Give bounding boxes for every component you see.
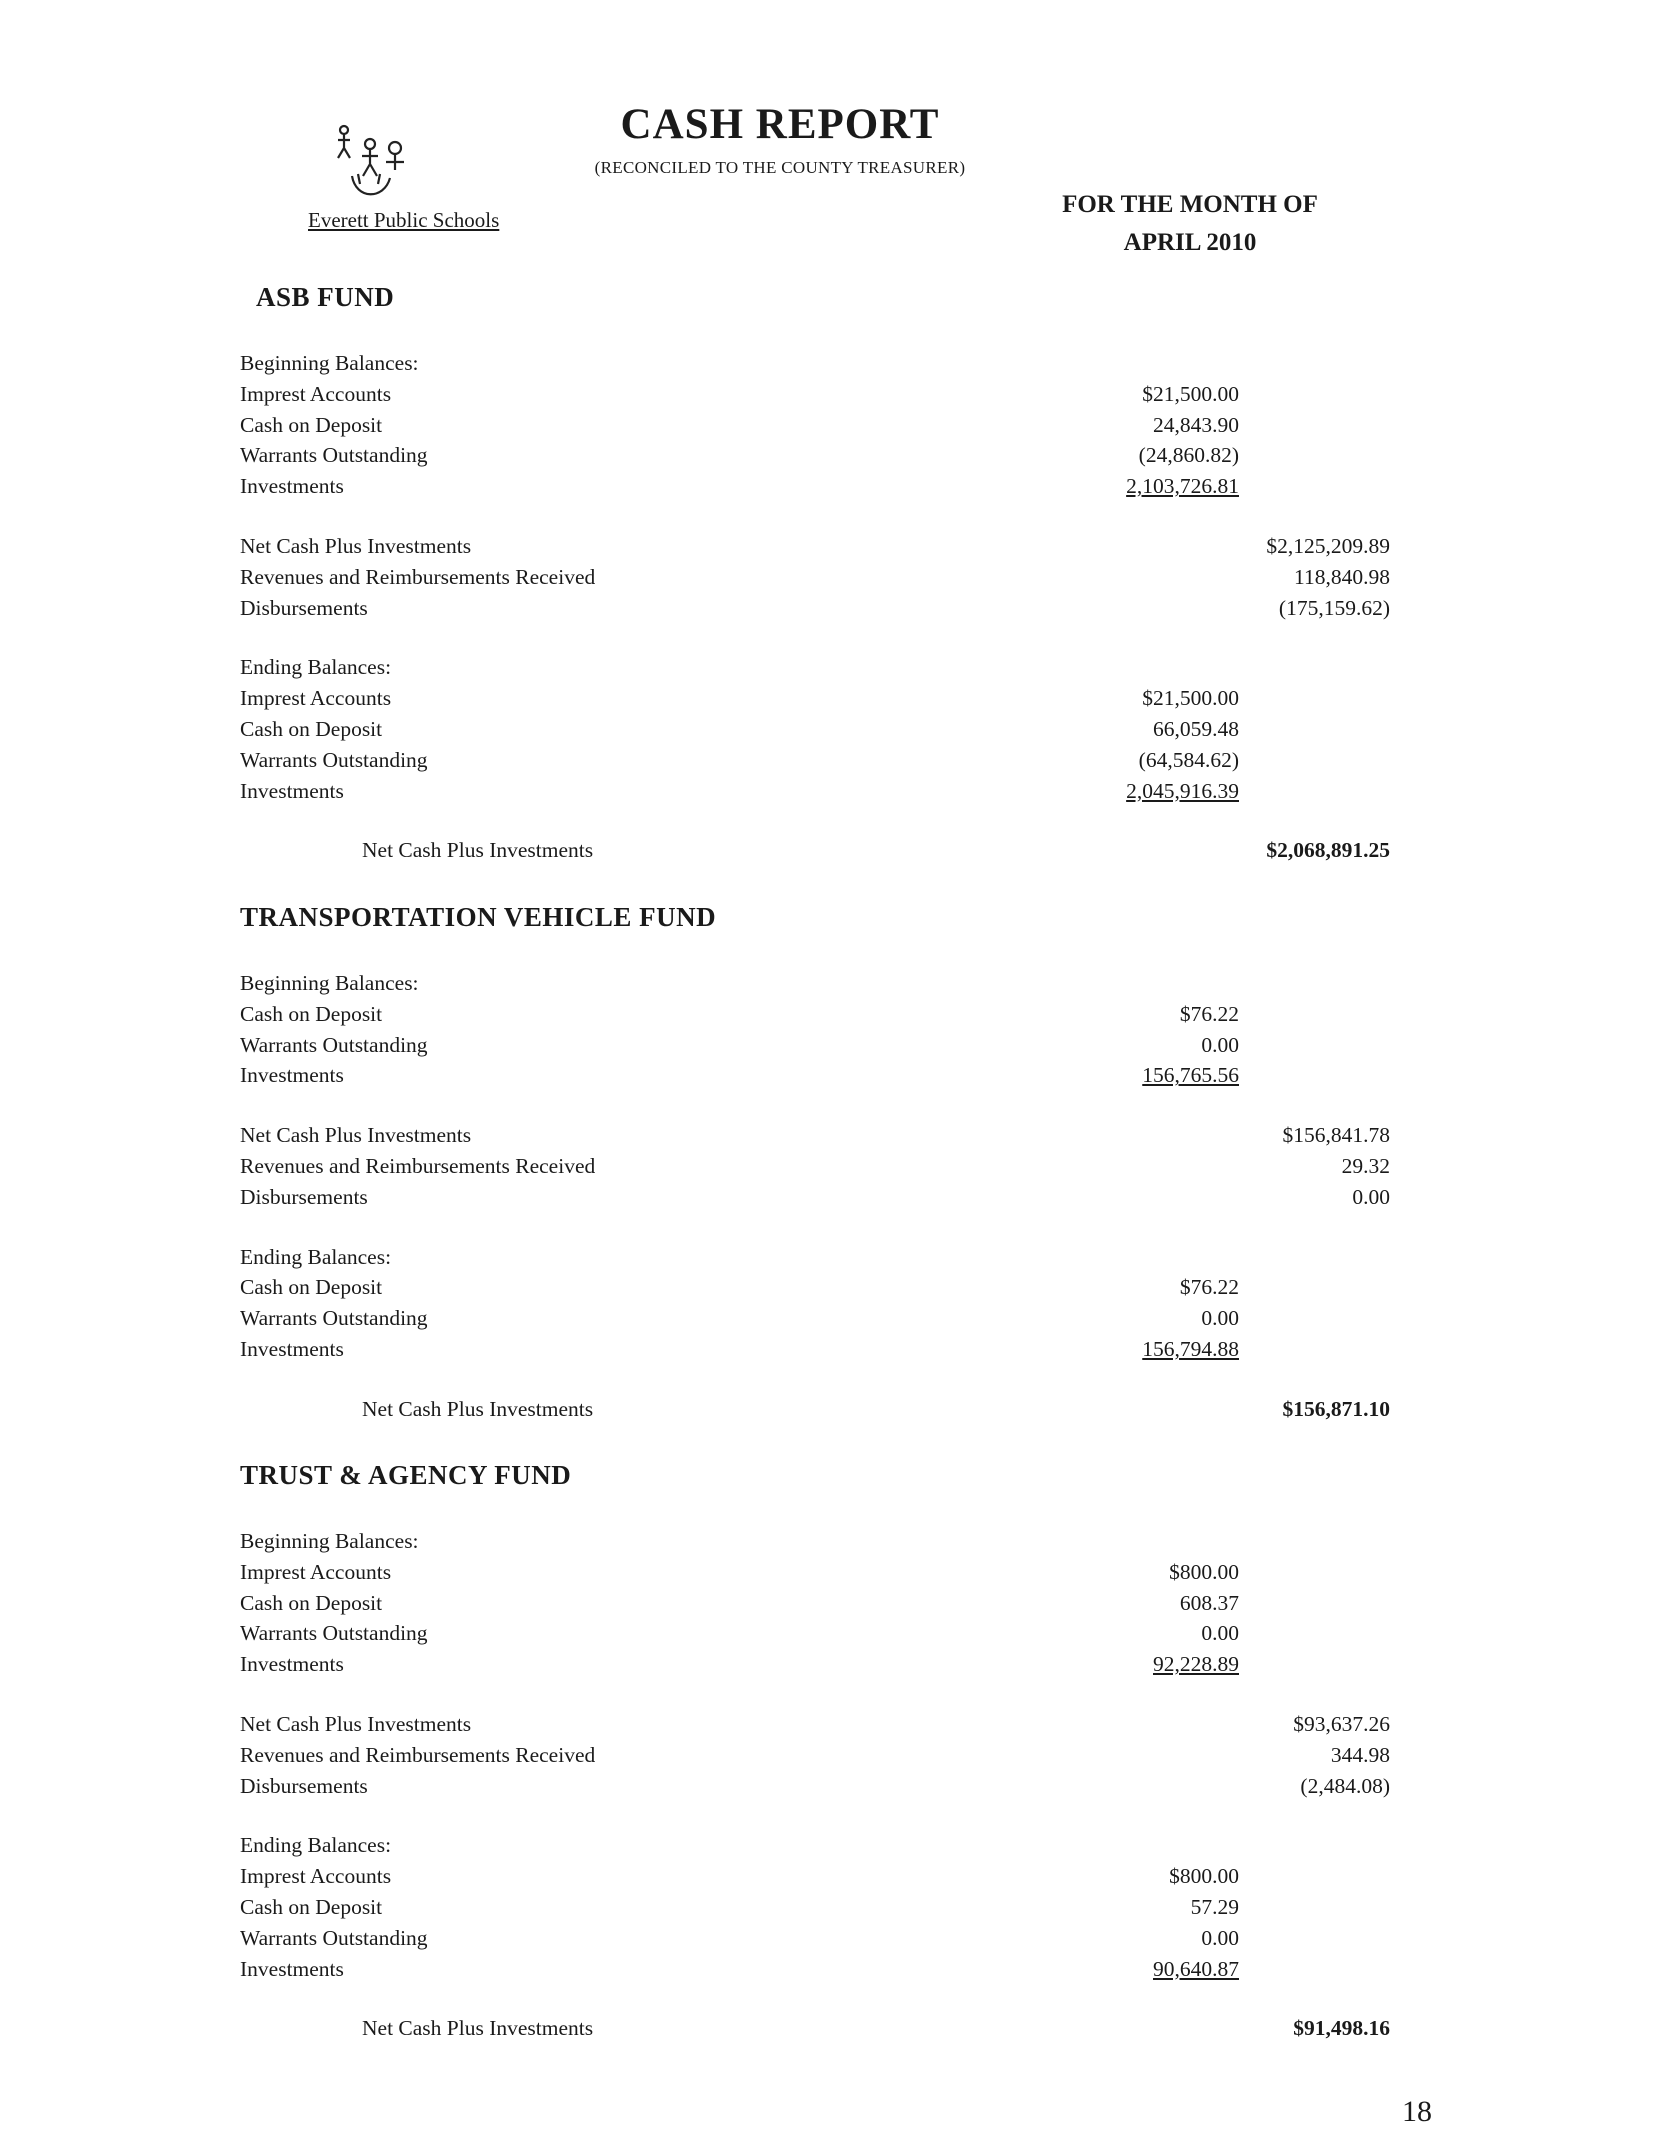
net-total-row: Net Cash Plus Investments $91,498.16: [362, 2016, 1390, 2041]
table-row: Investments 2,103,726.81: [240, 474, 1239, 499]
section-heading: Ending Balances:: [240, 655, 392, 680]
table-row: Warrants Outstanding 0.00: [240, 1032, 1239, 1057]
table-row: Investments 156,765.56: [240, 1063, 1239, 1088]
table-row: Net Cash Plus Investments $2,125,209.89: [240, 533, 1390, 558]
table-row: Disbursements 0.00: [240, 1184, 1390, 1209]
page-number: 18: [1402, 2095, 1432, 2128]
fund-section-trust-agency: [240, 1460, 1400, 2044]
table-row: Warrants Outstanding 0.00: [240, 1306, 1239, 1331]
report-period: [1040, 186, 1340, 262]
table-row: Warrants Outstanding (24,860.82): [240, 443, 1239, 468]
table-row: Disbursements (175,159.62): [240, 595, 1390, 620]
table-row: Investments 90,640.87: [240, 1956, 1239, 1981]
table-row: Imprest Accounts $21,500.00: [240, 686, 1239, 711]
table-row: Revenues and Reimbursements Received 118,840.98: [240, 564, 1390, 589]
net-total-row: Net Cash Plus Investments $156,871.10: [362, 1396, 1390, 1421]
section-heading: Beginning Balances:: [240, 971, 419, 995]
table-row: Cash on Deposit 24,843.90: [240, 412, 1239, 437]
table-row: Imprest Accounts $800.00: [240, 1559, 1239, 1584]
table-row: Net Cash Plus Investments $93,637.26: [240, 1711, 1390, 1736]
table-row: Disbursements (2,484.08): [240, 1773, 1390, 1798]
fund-title: TRUST & AGENCY FUND: [240, 1460, 572, 1490]
report-subtitle: (RECONCILED TO THE COUNTY TREASURER): [594, 158, 966, 177]
table-row: Revenues and Reimbursements Received 29.32: [240, 1153, 1390, 1178]
table-row: Warrants Outstanding (64,584.62): [240, 747, 1239, 772]
table-row: Investments 156,794.88: [240, 1336, 1239, 1361]
table-row: Warrants Outstanding 0.00: [240, 1621, 1239, 1646]
table-row: Cash on Deposit 66,059.48: [240, 716, 1239, 741]
section-heading: Beginning Balances:: [240, 351, 419, 375]
table-row: Net Cash Plus Investments $156,841.78: [240, 1123, 1390, 1148]
section-heading: Beginning Balances:: [240, 1529, 419, 1553]
fund-title: TRANSPORTATION VEHICLE FUND: [240, 902, 717, 932]
table-row: Cash on Deposit $76.22: [240, 1001, 1239, 1026]
table-row: Cash on Deposit 57.29: [240, 1894, 1239, 1919]
report-title: CASH REPORT: [620, 101, 940, 148]
table-row: Investments 2,045,916.39: [240, 778, 1239, 803]
table-row: Cash on Deposit $76.22: [240, 1275, 1239, 1300]
fund-title: ASB FUND: [256, 282, 395, 312]
table-row: Revenues and Reimbursements Received 344.98: [240, 1742, 1390, 1767]
table-row: Warrants Outstanding 0.00: [240, 1925, 1239, 1950]
logo-caption: Everett Public Schools: [308, 208, 500, 232]
net-total-row: Net Cash Plus Investments $2,068,891.25: [362, 838, 1390, 863]
table-row: Investments 92,228.89: [240, 1652, 1239, 1677]
period-value: APRIL 2010: [1123, 229, 1257, 256]
section-heading: Ending Balances:: [240, 1244, 392, 1269]
section-heading: Ending Balances:: [240, 1833, 392, 1858]
period-label: FOR THE MONTH OF: [1062, 191, 1318, 218]
fund-section-transportation: [240, 902, 1400, 1425]
table-row: Cash on Deposit 608.37: [240, 1590, 1239, 1615]
table-row: Imprest Accounts $800.00: [240, 1864, 1239, 1889]
fund-section-asb: [240, 282, 1400, 866]
table-row: Imprest Accounts $21,500.00: [240, 381, 1239, 406]
